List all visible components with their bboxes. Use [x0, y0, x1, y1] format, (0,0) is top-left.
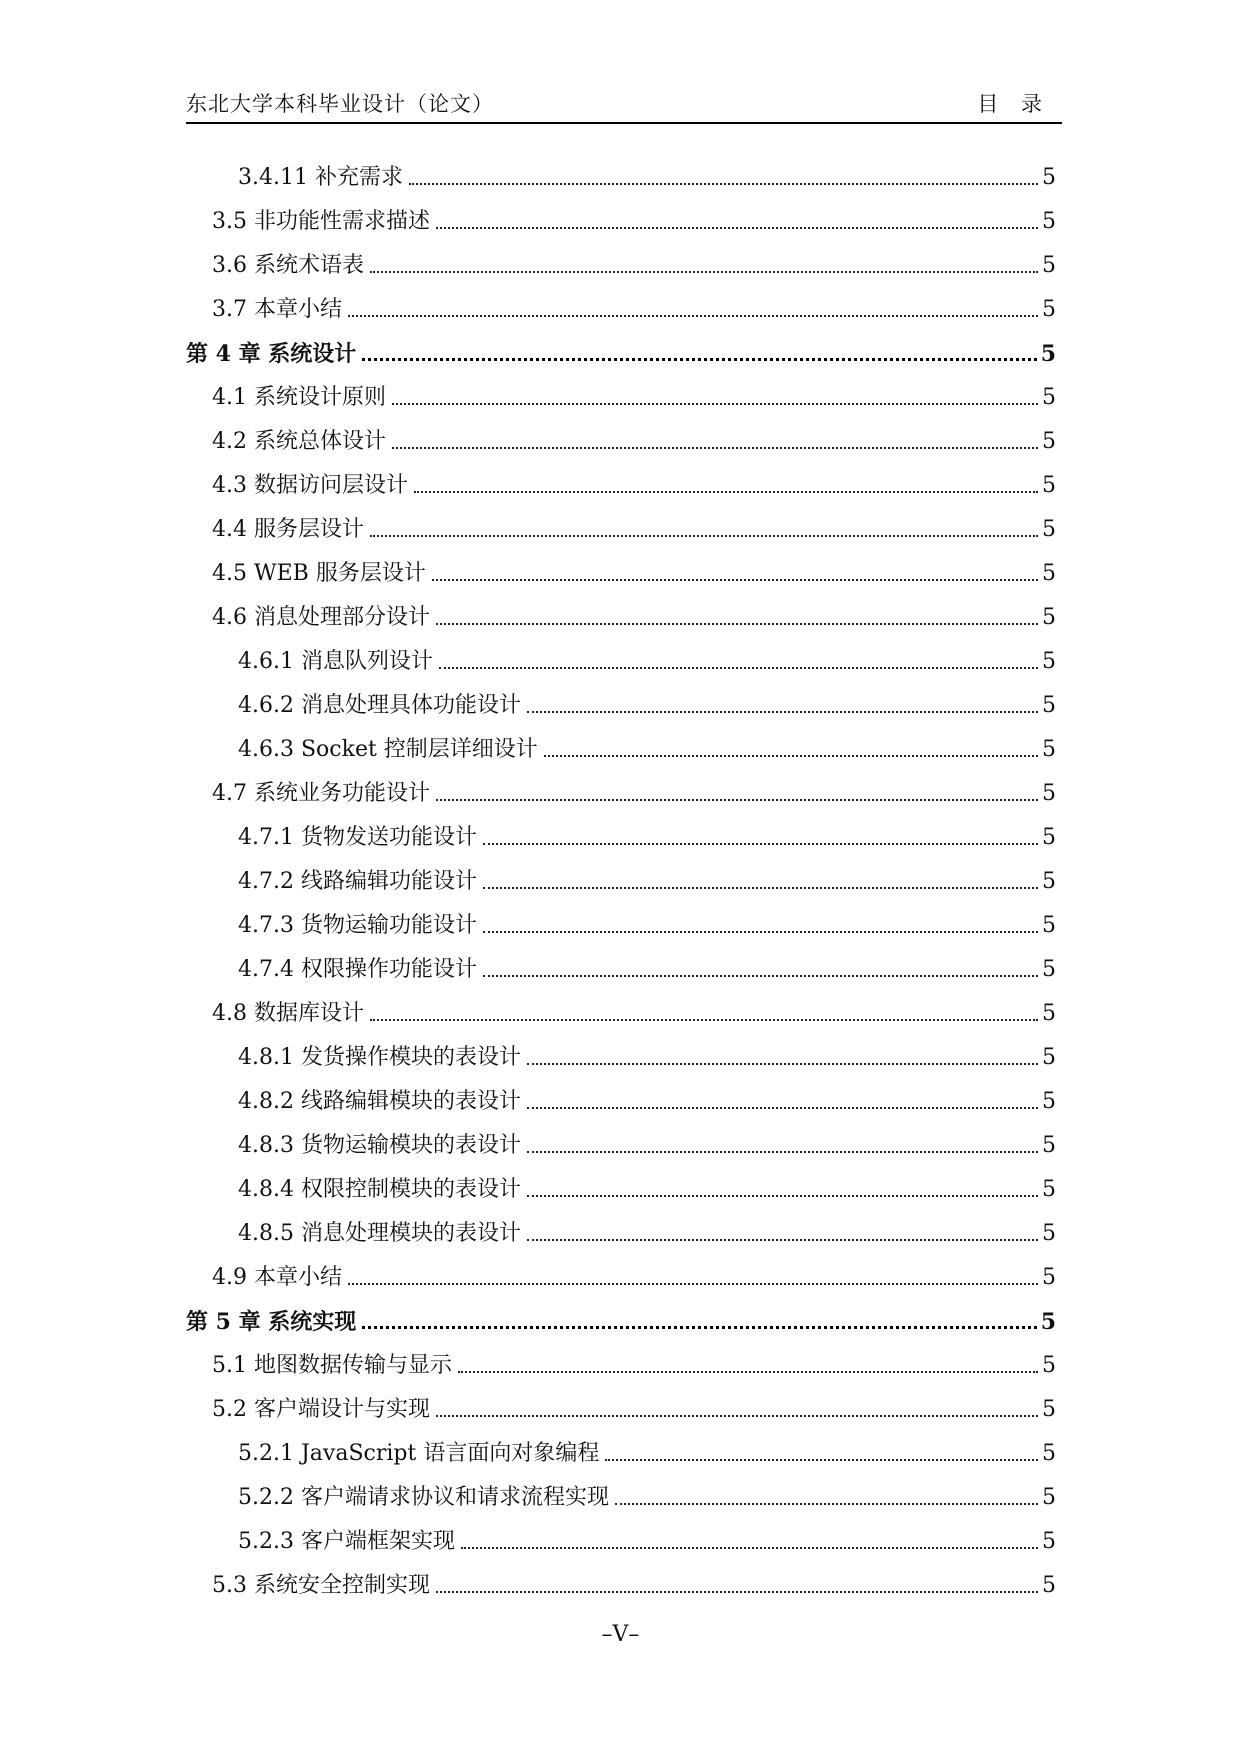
- header-university-title: 东北大学本科毕业设计（论文）: [186, 92, 494, 116]
- toc-dot-leader: [483, 887, 1038, 889]
- toc-entry-page-number: 5: [1040, 341, 1056, 367]
- toc-dot-leader: [432, 579, 1038, 581]
- toc-entry-page-number: 5: [1042, 781, 1056, 806]
- toc-entry-title: 5.2.1 JavaScript 语言面向对象编程: [238, 1441, 600, 1466]
- toc-entry-page-number: 5: [1042, 1045, 1056, 1070]
- toc-section-entry[interactable]: [186, 939, 1056, 983]
- toc-dot-leader: [362, 1326, 1036, 1329]
- toc-entry-title: 4.6 消息处理部分设计: [212, 605, 430, 630]
- toc-entry-title: 4.8.2 线路编辑模块的表设计: [238, 1089, 521, 1114]
- toc-dot-leader: [392, 447, 1038, 449]
- toc-section-entry[interactable]: [186, 1027, 1056, 1071]
- toc-entry-title: 4.5 WEB 服务层设计: [212, 561, 426, 586]
- toc-entry-title: 4.8.4 权限控制模块的表设计: [238, 1177, 521, 1202]
- toc-entry-title: 4.9 本章小结: [212, 1265, 342, 1290]
- toc-entry-title: 4.2 系统总体设计: [212, 429, 386, 454]
- toc-entry-page-number: 5: [1042, 1573, 1056, 1598]
- toc-dot-leader: [409, 183, 1038, 185]
- toc-entry-title: 3.7 本章小结: [212, 297, 342, 322]
- toc-entry-title: 3.5 非功能性需求描述: [212, 209, 430, 234]
- toc-entry-title: 4.8.1 发货操作模块的表设计: [238, 1045, 521, 1070]
- toc-dot-leader: [392, 403, 1038, 405]
- toc-entry-page-number: 5: [1042, 649, 1056, 674]
- toc-entry-title: 4.6.1 消息队列设计: [238, 649, 433, 674]
- toc-chapter-entry[interactable]: [186, 1291, 1056, 1335]
- toc-entry-title: 4.4 服务层设计: [212, 517, 364, 542]
- toc-entry-title: 5.2.3 客户端框架实现: [238, 1529, 455, 1554]
- toc-section-entry[interactable]: [186, 1423, 1056, 1467]
- toc-section-entry[interactable]: [186, 895, 1056, 939]
- toc-entry-page-number: 5: [1042, 1397, 1056, 1422]
- toc-section-entry[interactable]: [186, 1555, 1056, 1599]
- toc-dot-leader: [436, 1415, 1038, 1417]
- toc-section-entry[interactable]: [186, 191, 1056, 235]
- toc-dot-leader: [362, 358, 1036, 361]
- toc-entry-page-number: 5: [1042, 825, 1056, 850]
- toc-entry-page-number: 5: [1042, 1177, 1056, 1202]
- toc-dot-leader: [483, 931, 1038, 933]
- toc-dot-leader: [436, 1591, 1038, 1593]
- toc-dot-leader: [436, 227, 1038, 229]
- toc-section-entry[interactable]: [186, 587, 1056, 631]
- toc-dot-leader: [370, 271, 1038, 273]
- toc-section-entry[interactable]: [186, 1467, 1056, 1511]
- toc-section-entry[interactable]: [186, 763, 1056, 807]
- toc-section-entry[interactable]: [186, 543, 1056, 587]
- toc-entry-title: 5.2.2 客户端请求协议和请求流程实现: [238, 1485, 609, 1510]
- toc-section-entry[interactable]: [186, 147, 1056, 191]
- toc-section-entry[interactable]: [186, 983, 1056, 1027]
- toc-dot-leader: [544, 755, 1038, 757]
- toc-entry-title: 4.7 系统业务功能设计: [212, 781, 430, 806]
- toc-dot-leader: [527, 1107, 1038, 1109]
- toc-dot-leader: [436, 623, 1038, 625]
- toc-dot-leader: [615, 1503, 1038, 1505]
- toc-entry-page-number: 5: [1042, 253, 1056, 278]
- toc-entry-page-number: 5: [1042, 385, 1056, 410]
- toc-section-entry[interactable]: [186, 411, 1056, 455]
- toc-entry-page-number: 5: [1042, 1221, 1056, 1246]
- toc-section-entry[interactable]: [186, 367, 1056, 411]
- toc-entry-title: 5.2 客户端设计与实现: [212, 1397, 430, 1422]
- toc-entry-page-number: 5: [1042, 297, 1056, 322]
- toc-dot-leader: [605, 1459, 1038, 1461]
- toc-entry-page-number: 5: [1042, 561, 1056, 586]
- toc-entry-title: 4.8 数据库设计: [212, 1001, 364, 1026]
- toc-entry-page-number: 5: [1042, 913, 1056, 938]
- toc-entry-page-number: 5: [1042, 605, 1056, 630]
- toc-entry-page-number: 5: [1042, 473, 1056, 498]
- toc-entry-title: 4.6.2 消息处理具体功能设计: [238, 693, 521, 718]
- toc-section-entry[interactable]: [186, 455, 1056, 499]
- toc-dot-leader: [436, 799, 1038, 801]
- page-number-footer: –V–: [601, 1622, 640, 1647]
- toc-section-entry[interactable]: [186, 1247, 1056, 1291]
- toc-section-entry[interactable]: [186, 499, 1056, 543]
- toc-entry-title: 4.3 数据访问层设计: [212, 473, 408, 498]
- toc-entry-title: 4.1 系统设计原则: [212, 385, 386, 410]
- toc-entry-page-number: 5: [1042, 1265, 1056, 1290]
- toc-dot-leader: [414, 491, 1038, 493]
- toc-entry-page-number: 5: [1042, 693, 1056, 718]
- toc-entry-page-number: 5: [1042, 209, 1056, 234]
- toc-dot-leader: [370, 535, 1038, 537]
- toc-entry-page-number: 5: [1040, 1309, 1056, 1335]
- toc-section-entry[interactable]: [186, 1379, 1056, 1423]
- toc-entry-title: 4.8.3 货物运输模块的表设计: [238, 1133, 521, 1158]
- toc-entry-title: 4.8.5 消息处理模块的表设计: [238, 1221, 521, 1246]
- toc-entry-title: 5.3 系统安全控制实现: [212, 1573, 430, 1598]
- page-header: [186, 86, 1062, 124]
- toc-entry-page-number: 5: [1042, 1001, 1056, 1026]
- toc-entry-title: 第 5 章 系统实现: [186, 1309, 357, 1335]
- toc-entry-title: 第 4 章 系统设计: [186, 341, 357, 367]
- toc-dot-leader: [348, 1283, 1038, 1285]
- toc-section-entry[interactable]: [186, 1115, 1056, 1159]
- toc-entry-page-number: 5: [1042, 517, 1056, 542]
- toc-section-entry[interactable]: [186, 1335, 1056, 1379]
- toc-section-entry[interactable]: [186, 807, 1056, 851]
- toc-dot-leader: [461, 1547, 1038, 1549]
- toc-entry-page-number: 5: [1042, 429, 1056, 454]
- toc-dot-leader: [483, 975, 1038, 977]
- toc-entry-title: 3.4.11 补充需求: [238, 165, 403, 190]
- toc-entry-page-number: 5: [1042, 165, 1056, 190]
- toc-entry-page-number: 5: [1042, 957, 1056, 982]
- toc-entry-title: 4.7.1 货物发送功能设计: [238, 825, 477, 850]
- toc-entry-page-number: 5: [1042, 1133, 1056, 1158]
- toc-dot-leader: [527, 1239, 1038, 1241]
- toc-section-entry[interactable]: [186, 1071, 1056, 1115]
- toc-entry-page-number: 5: [1042, 737, 1056, 762]
- toc-dot-leader: [527, 1063, 1038, 1065]
- toc-entry-page-number: 5: [1042, 1441, 1056, 1466]
- toc-section-entry[interactable]: [186, 675, 1056, 719]
- toc-entry-title: 4.6.3 Socket 控制层详细设计: [238, 737, 538, 762]
- toc-entry-page-number: 5: [1042, 1529, 1056, 1554]
- toc-dot-leader: [439, 667, 1038, 669]
- toc-dot-leader: [483, 843, 1038, 845]
- header-section-title: 目 录: [977, 92, 1050, 116]
- toc-section-entry[interactable]: [186, 279, 1056, 323]
- toc-entry-page-number: 5: [1042, 869, 1056, 894]
- toc-section-entry[interactable]: [186, 719, 1056, 763]
- toc-entry-title: 4.7.3 货物运输功能设计: [238, 913, 477, 938]
- toc-entry-title: 3.6 系统术语表: [212, 253, 364, 278]
- toc-dot-leader: [527, 1195, 1038, 1197]
- toc-section-entry[interactable]: [186, 631, 1056, 675]
- toc-entry-title: 4.7.4 权限操作功能设计: [238, 957, 477, 982]
- toc-entry-page-number: 5: [1042, 1089, 1056, 1114]
- toc-dot-leader: [527, 711, 1038, 713]
- toc-entry-page-number: 5: [1042, 1353, 1056, 1378]
- toc-dot-leader: [370, 1019, 1038, 1021]
- toc-entry-title: 5.1 地图数据传输与显示: [212, 1353, 452, 1378]
- toc-section-entry[interactable]: [186, 851, 1056, 895]
- toc-dot-leader: [348, 315, 1038, 317]
- table-of-contents: [186, 147, 1056, 1599]
- toc-section-entry[interactable]: [186, 1511, 1056, 1555]
- toc-entry-title: 4.7.2 线路编辑功能设计: [238, 869, 477, 894]
- toc-chapter-entry[interactable]: [186, 323, 1056, 367]
- toc-entry-page-number: 5: [1042, 1485, 1056, 1510]
- toc-dot-leader: [458, 1371, 1038, 1373]
- toc-section-entry[interactable]: [186, 235, 1056, 279]
- toc-section-entry[interactable]: [186, 1159, 1056, 1203]
- toc-section-entry[interactable]: [186, 1203, 1056, 1247]
- toc-dot-leader: [527, 1151, 1038, 1153]
